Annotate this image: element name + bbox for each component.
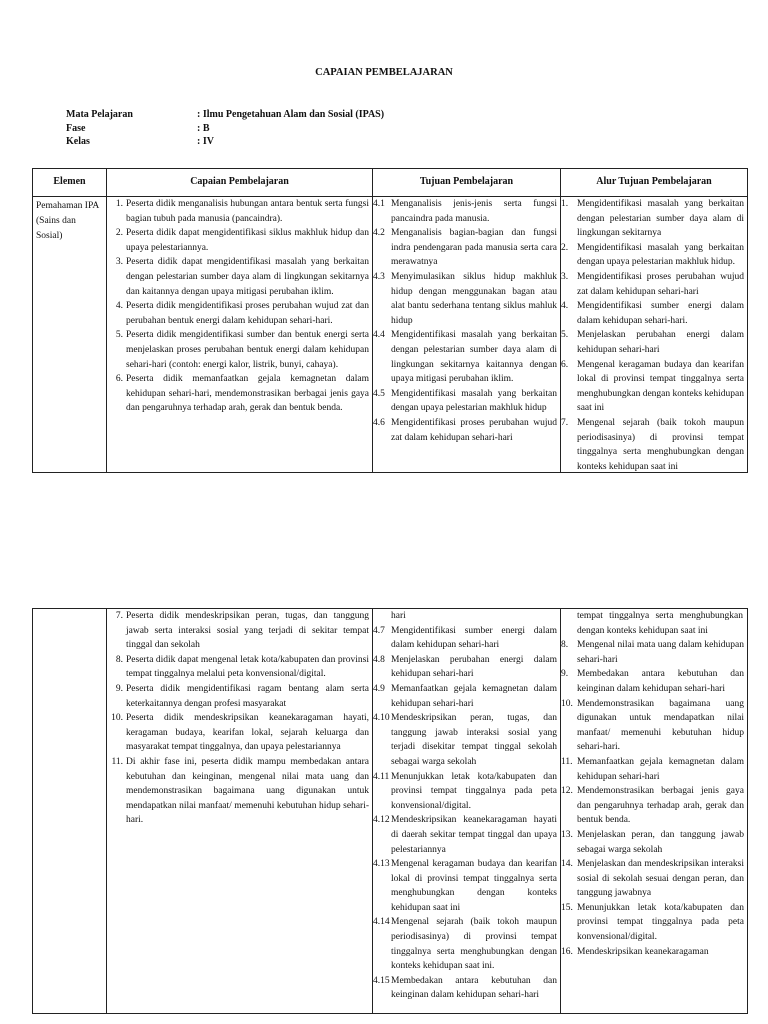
item-text: Peserta didik mendeskripsikan peran, tugas, dan tanggung jawab serta interaksi sosial yang terjadi di sekitar tempat tinggal dan sekolah	[126, 611, 369, 651]
list-item	[107, 299, 369, 328]
capaian-list	[107, 197, 372, 416]
item-text: Mengenal nilai mata uang dalam kehidupan sehari-hari	[577, 640, 744, 665]
item-number: 3.	[561, 271, 569, 282]
capaian-cell	[107, 197, 373, 473]
list-item	[561, 299, 744, 328]
document-title: CAPAIAN PEMBELAJARAN	[315, 67, 453, 78]
item-number: 4.4	[373, 330, 385, 341]
list-item	[107, 755, 369, 828]
list-item	[561, 697, 744, 755]
item-number: 2.	[115, 228, 123, 239]
meta-value: : Ilmu Pengetahuan Alam dan Sosial (IPAS)	[197, 109, 385, 120]
item-text: Mendemonstrasikan berbagai jenis gaya dan pengaruhnya terhadap arah, gerak dan bentuk benda.	[577, 786, 744, 826]
list-item	[561, 638, 744, 667]
item-text: Menyimulasikan siklus hidup makhluk hidup dengan menggunakan bagan atau alat bantu sederhana tentang siklus mahluk hidup	[391, 271, 557, 326]
list-item	[107, 609, 369, 653]
item-text: Memanfaatkan gejala kemagnetan dalam kehidupan sehari-hari	[577, 756, 744, 782]
item-number: 13.	[561, 829, 573, 840]
list-item	[373, 770, 557, 814]
item-number: 4.10	[373, 713, 390, 724]
item-number: 11.	[561, 756, 573, 767]
item-text: Peserta didik mengidentifikasi ragam bentang alam serta keterkaitannya dengan profesi masyarakat	[126, 683, 369, 709]
tujuan-cell	[373, 197, 561, 473]
item-text: Menjelaskan peran, dan tanggung jawab sebagai warga sekolah	[577, 829, 744, 855]
item-text: Mendeskripsikan keanekaragaman	[577, 946, 709, 957]
item-text: Mengidentifikasi sumber energi dalam dalam kehidupan sehari-hari.	[577, 301, 744, 326]
item-number: 7.	[115, 611, 123, 621]
item-text: Menjelaskan perubahan energi dalam kehidupan sehari-hari	[577, 330, 744, 355]
learning-outcomes-table-page-1	[32, 168, 748, 473]
table-header-row	[33, 169, 748, 197]
list-item	[373, 653, 557, 682]
item-number: 4.9	[373, 683, 385, 694]
list-item	[373, 197, 557, 226]
header-elemen: Elemen	[33, 169, 107, 197]
list-item	[561, 241, 744, 270]
item-number: 7.	[561, 417, 569, 428]
list-item	[107, 197, 369, 226]
list-item	[373, 328, 557, 386]
subject-info	[66, 108, 384, 149]
item-number: 4.15	[373, 975, 390, 986]
meta-row-subject	[66, 108, 384, 122]
item-text: Mengidentifikasi masalah yang berkaitan dengan pelestarian sumber daya alam di lingkungan sekitarnya kaitannya dengan upaya mitigasi perubahan iklim.	[391, 330, 557, 385]
item-number: 4.12	[373, 815, 390, 826]
list-item	[373, 226, 557, 270]
item-text: Peserta didik mendeskripsikan keanekaragaman hayati, keragaman budaya, kearifan lokal, sejarah keluarga dan masyarakat tempat tinggalnya, dan upaya pelestariannya	[126, 713, 369, 753]
item-text: Menjelaskan perubahan energi dalam kehidupan sehari-hari	[391, 654, 557, 680]
alur-cell	[561, 197, 748, 473]
item-text: Menganalisis bagian-bagian dan fungsi indra pendengaran pada manusia serta cara merawatnya	[391, 228, 557, 268]
item-number: 4.6	[373, 417, 385, 428]
item-text: Mendemonstrasikan bagaimana uang digunakan untuk mendapatkan nilai manfaat/ memenuhi kebutuhan hidup sehari-hari.	[577, 698, 744, 753]
item-number: 4.3	[373, 271, 385, 282]
list-item	[561, 945, 744, 960]
tujuan-list	[373, 197, 560, 445]
table-row	[33, 609, 748, 1014]
list-item	[373, 270, 557, 328]
capaian-cell	[107, 609, 373, 1014]
meta-value: : IV	[197, 136, 214, 147]
meta-label: Fase	[66, 122, 86, 134]
list-item	[107, 372, 369, 416]
item-text: Peserta didik menganalisis hubungan antara bentuk serta fungsi bagian tubuh pada manusia (pancaindra).	[126, 199, 369, 224]
list-item	[373, 682, 557, 711]
list-item	[107, 255, 369, 299]
header-alur: Alur Tujuan Pembelajaran	[561, 169, 748, 197]
item-text: Peserta didik mengidentifikasi proses perubahan wujud zat dan perubahan bentuk energi dalam kehidupan sehari-hari.	[126, 301, 369, 326]
item-number: 11.	[111, 756, 123, 767]
list-item	[561, 197, 744, 241]
item-text: Menunjukkan letak kota/kabupaten dan provinsi tempat tinggalnya pada peta konvensional/digital.	[577, 902, 744, 943]
item-text: Mengidentifikasi proses perubahan wujud zat dalam kehidupan sehari-hari	[577, 271, 744, 297]
list-item	[373, 915, 557, 973]
item-number: 1.	[115, 199, 123, 209]
alur-continued-text: tempat tinggalnya serta menghubungkan dengan konteks kehidupan saat ini	[577, 611, 743, 636]
item-text: Peserta didik mengidentifikasi sumber dan bentuk energi serta menjelaskan proses perubahan bentuk energi dalam kehidupan sehari-hari (contoh: energi kalor, listrik, bunyi, cahaya).	[126, 330, 369, 370]
item-text: Mengidentifikasi masalah yang berkaitan dengan upaya pelestarian makhluk hidup	[391, 388, 557, 414]
list-item	[561, 667, 744, 696]
capaian-list	[107, 609, 372, 828]
list-item	[373, 813, 557, 857]
item-number: 4.14	[373, 917, 390, 928]
item-text: Membedakan antara kebutuhan dan keinginan dalam kehidupan sehari-hari	[391, 975, 557, 1001]
item-number: 8.	[561, 640, 569, 651]
item-number: 15.	[561, 902, 573, 913]
list-item	[373, 711, 557, 769]
item-number: 4.7	[373, 625, 385, 636]
item-text: Mengenal sejarah (baik tokoh maupun periodisasinya) di provinsi tempat tinggalnya serta menghubungkan dengan konteks kehidupan saat ini.	[391, 917, 557, 972]
list-item	[373, 857, 557, 915]
item-text: Peserta didik dapat mengenal letak kota/kabupaten dan provinsi tempat tinggalnya melalui peta konvensional/digital.	[126, 654, 369, 680]
list-item	[373, 624, 557, 653]
item-number: 5.	[561, 330, 569, 341]
list-item	[373, 416, 557, 445]
item-text: Mengenal keragaman budaya dan kearifan lokal di provinsi tempat tinggalnya serta menghubungkan dengan konteks kehidupan saat ini	[391, 859, 557, 913]
list-item	[561, 416, 744, 472]
item-text: Membedakan antara kebutuhan dan keinginan dalam kehidupan sehari-hari	[577, 669, 744, 694]
list-item	[373, 974, 557, 1003]
list-item	[561, 755, 744, 784]
item-number: 4.2	[373, 228, 385, 239]
meta-row-phase	[66, 122, 384, 136]
item-text: Mendeskripsikan keanekaragaman hayati di daerah sekitar tempat tinggal dan upaya pelestariannya	[391, 815, 557, 855]
list-item	[107, 328, 369, 372]
item-number: 10.	[561, 698, 573, 709]
item-text: Mengenal sejarah (baik tokoh maupun periodisasinya) di provinsi tempat tinggalnya serta menghubungkan dengan konteks kehidupan saat ini	[577, 417, 744, 472]
item-text: Mendeskripsikan peran, tugas, dan tanggung jawab interaksi sosial yang terjadi disekitar tempat tinggal sekolah sebagai warga sekolah	[391, 713, 557, 767]
list-item	[561, 358, 744, 416]
item-number: 3.	[115, 257, 123, 268]
item-number: 1.	[561, 199, 569, 209]
list-item	[561, 270, 744, 299]
item-number: 6.	[561, 359, 569, 370]
list-item	[561, 857, 744, 901]
table-row	[33, 197, 748, 473]
list-item	[107, 711, 369, 755]
item-text: Mengidentifikasi sumber energi dalam dalam kehidupan sehari-hari	[391, 625, 557, 651]
meta-label: Kelas	[66, 136, 90, 147]
list-item	[107, 682, 369, 711]
item-number: 8.	[115, 654, 123, 665]
item-number: 4.11	[373, 771, 390, 782]
item-text: Mengidentifikasi masalah yang berkaitan dengan upaya pelestarian makhluk hidup.	[577, 242, 744, 268]
alur-list	[561, 638, 747, 959]
item-number: 5.	[115, 330, 123, 341]
item-number: 4.8	[373, 654, 385, 665]
meta-label: Mata Pelajaran	[66, 109, 133, 120]
item-number: 9.	[115, 683, 123, 694]
list-item	[561, 784, 744, 828]
item-text: Menjelaskan dan mendeskripsikan interaksi sosial di sekolah sesuai dengan peran, dan tanggung jawabnya	[577, 859, 744, 899]
alur-list	[561, 197, 747, 472]
item-text: Mengidentifikasi masalah yang berkaitan dengan pelestarian sumber daya alam di lingkungan sekitarnya	[577, 199, 744, 239]
item-text: Peserta didik memanfaatkan gejala kemagnetan dalam kehidupan sehari-hari, mendemonstrasikan berbagai jenis gaya dan pengaruhnya terhadap arah, gerak dan bentuk benda.	[126, 374, 369, 414]
item-number: 6.	[115, 374, 123, 385]
list-item	[561, 901, 744, 945]
meta-row-class	[66, 135, 384, 149]
meta-value: : B	[197, 122, 210, 134]
item-number: 12.	[561, 786, 573, 797]
list-item	[561, 328, 744, 357]
elemen-cell	[33, 609, 107, 1014]
list-item	[373, 387, 557, 416]
tujuan-continued-text: hari	[391, 611, 406, 621]
elemen-cell: Pemahaman IPA (Sains dan Sosial)	[33, 197, 107, 473]
item-text: Di akhir fase ini, peserta didik mampu membedakan antara kebutuhan dan keinginan, mengenal nilai mata uang dan mendemonstrasikan bagaimana uang digunakan untuk mendapatkan nilai manfaat/ memenuhi kebutuhan hidup sehari-hari.	[126, 756, 369, 826]
item-text: Menunjukkan letak kota/kabupaten dan provinsi tempat tinggalnya pada peta konvensional/digital.	[391, 771, 557, 811]
item-text: Mengidentifikasi proses perubahan wujud zat dalam kehidupan sehari-hari	[391, 417, 557, 443]
item-text: Peserta didik dapat mengidentifikasi siklus makhluk hidup dan upaya pelestariannya.	[126, 228, 369, 253]
item-number: 14.	[561, 859, 573, 870]
header-tujuan: Tujuan Pembelajaran	[373, 169, 561, 197]
item-number: 4.	[561, 301, 569, 312]
item-number: 16.	[561, 946, 573, 957]
item-text: Mengenal keragaman budaya dan kearifan lokal di provinsi tempat tinggalnya serta menghubungkan dengan konteks kehidupan saat ini	[577, 359, 745, 414]
learning-outcomes-table-page-2	[32, 608, 748, 1014]
list-item	[107, 226, 369, 255]
list-item	[107, 653, 369, 682]
item-text: Memanfaatkan gejala kemagnetan dalam kehidupan sehari-hari	[391, 683, 557, 709]
alur-cell	[561, 609, 748, 1014]
item-number: 10.	[111, 713, 123, 724]
item-number: 4.5	[373, 388, 385, 399]
item-number: 4.	[115, 301, 123, 312]
item-number: 2.	[561, 242, 569, 253]
header-capaian: Capaian Pembelajaran	[107, 169, 373, 197]
item-text: Peserta didik dapat mengidentifikasi masalah yang berkaitan dengan pelestarian sumber daya alam di lingkungan sekitarnya dan kaitannya dengan upaya mitigasi perubahan iklim.	[126, 257, 369, 297]
item-number: 9.	[561, 669, 569, 680]
tujuan-list	[373, 624, 560, 1003]
item-text: Menganalisis jenis-jenis serta fungsi pancaindra pada manusia.	[391, 199, 557, 224]
item-number: 4.1	[373, 199, 385, 209]
item-number: 4.13	[373, 859, 390, 870]
list-item	[561, 828, 744, 857]
tujuan-cell	[373, 609, 561, 1014]
